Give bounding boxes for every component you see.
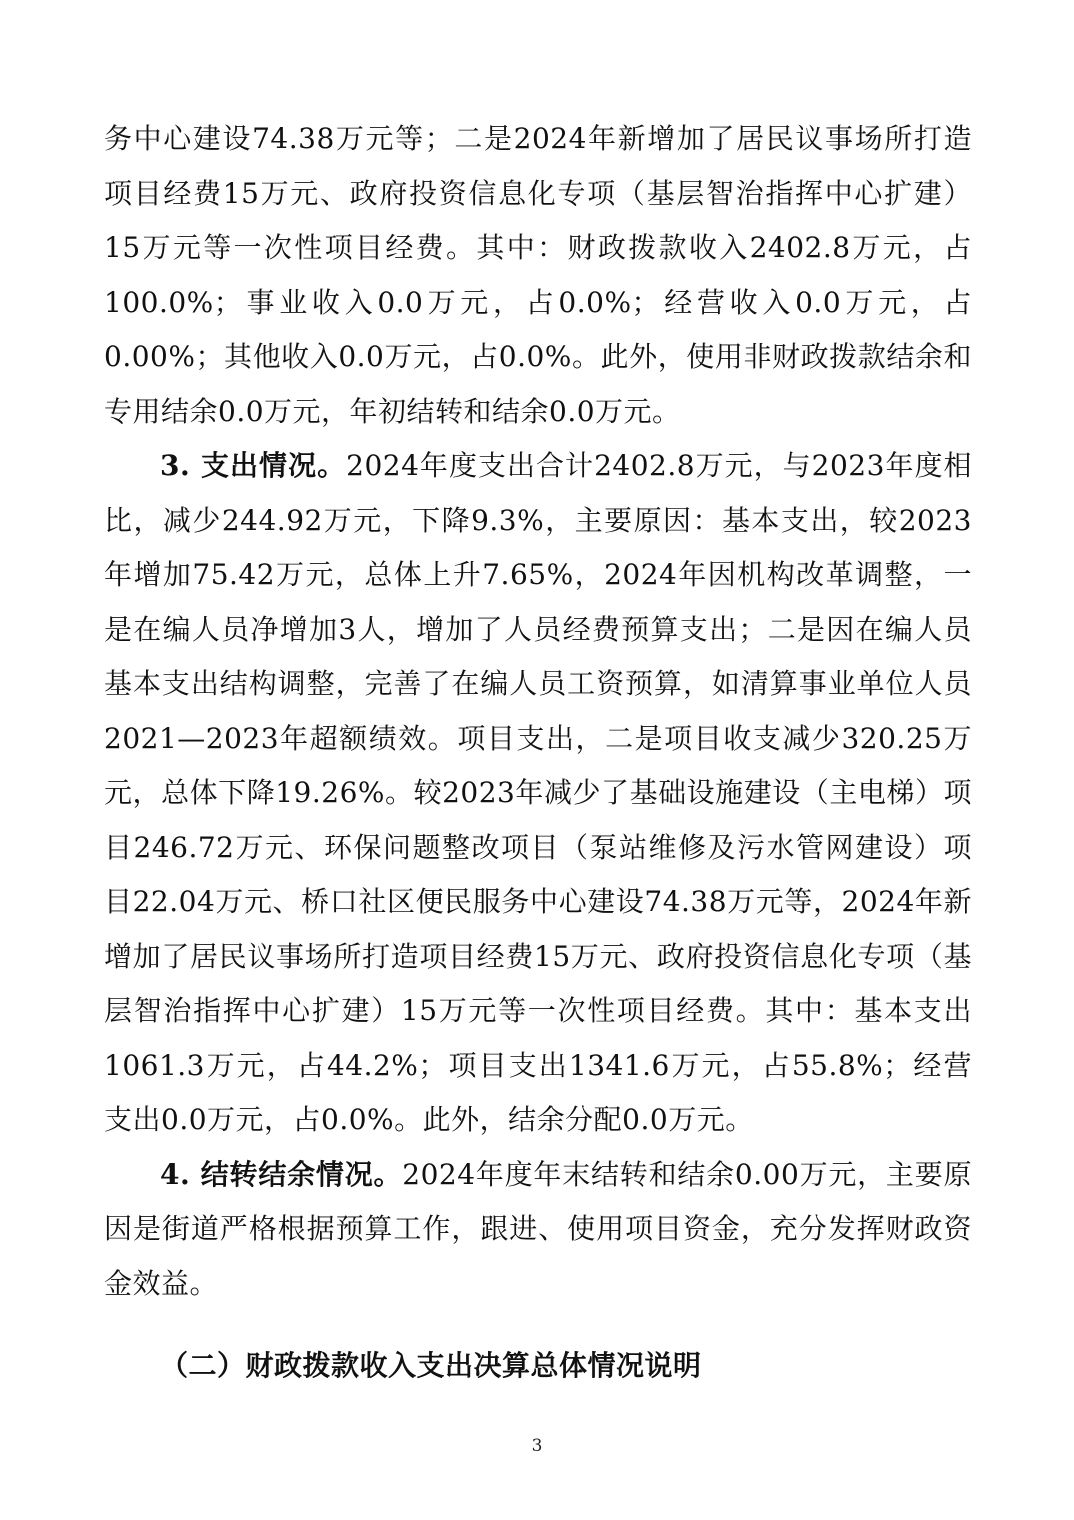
paragraph-expenditure xyxy=(104,439,972,1148)
paragraph-income-continued: 务中心建设74.38万元等；二是2024年新增加了居民议事场所打造项目经费15万元、政府投资信息化专项（基层智治指挥中心扩建）15万元等一次性项目经费。其中：财政拨款收入2402.8万元，占100.0%；事业收入0.0万元，占0.0%；经营收入0.0万元，占0.00%；其他收入0.0万元，占0.0%。此外，使用非财政拨款结余和专用结余0.0万元，年初结转和结余0.0万元。 xyxy=(104,122,972,428)
section-heading-expenditure: 3. 支出情况。 xyxy=(160,449,347,482)
document-body xyxy=(104,112,972,1394)
paragraph-carryover xyxy=(104,1148,972,1312)
subsection-heading: （二）财政拨款收入支出决算总体情况说明 xyxy=(160,1349,702,1382)
section-text-expenditure: 2024年度支出合计2402.8万元，与2023年度相比，减少244.92万元，下降9.3%，主要原因：基本支出，较2023年增加75.42万元，总体上升7.65%，2024年因机构改革调整，一是在编人员净增加3人，增加了人员经费预算支出；二是因在编人员基本支出结构调整，完善了在编人员工资预算，如清算事业单位人员2021—2023年超额绩效。项目支出，二是项目收支减少320.25万元，总体下降19.26%。较2023年减少了基础设施建设（主电梯）项目246.72万元、环保问题整改项目（泵站维修及污水管网建设）项目22.04万元、桥口社区便民服务中心建设74.38万元等，2024年新增加了居民议事场所打造项目经费15万元、政府投资信息化专项（基层智治指挥中心扩建）15万元等一次性项目经费。其中：基本支出1061.3万元，占44.2%；项目支出1341.6万元，占55.8%；经营支出0.0万元，占0.0%。此外，结余分配0.0万元。 xyxy=(104,449,972,1136)
section-heading-carryover: 4. 结转结余情况。 xyxy=(160,1157,403,1191)
page-number: 3 xyxy=(531,1436,543,1456)
section-text-carryover: 2024年度年末结转和结余0.00万元，主要原因是街道严格根据预算工作，跟进、使用项目资金，充分发挥财政资金效益。 xyxy=(104,1157,973,1300)
